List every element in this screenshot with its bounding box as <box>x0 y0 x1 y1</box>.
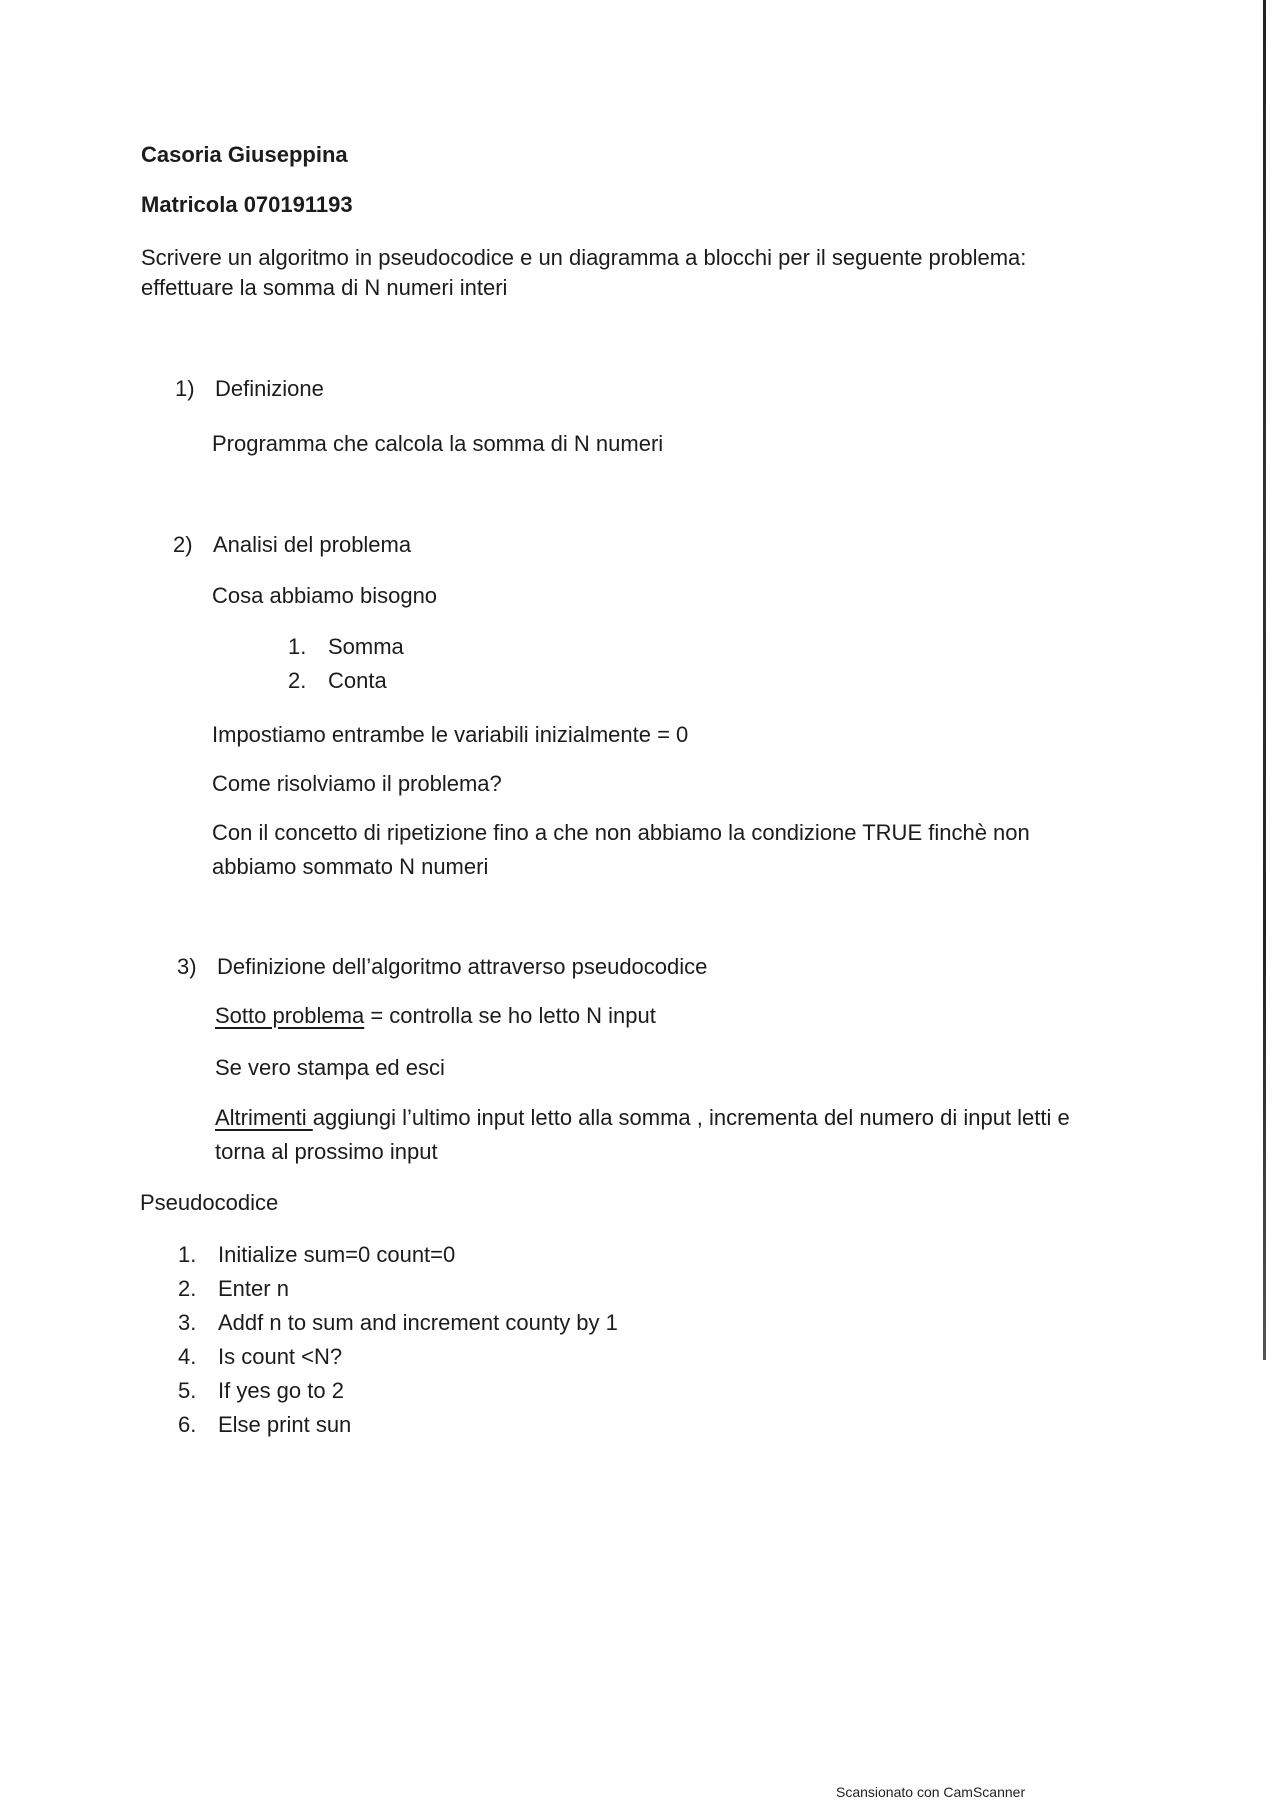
list-item-number: 2. <box>288 668 307 693</box>
step-text: Else print sun <box>218 1412 352 1437</box>
else-text: aggiungi l’ultimo input letto alla somma , incrementa del numero di input letti e <box>312 1105 1070 1130</box>
pseudocode-step <box>178 1308 618 1338</box>
section-2-heading <box>173 530 411 560</box>
section-1-text: Programma che calcola la somma di N numeri <box>212 431 664 456</box>
step-number: 2. <box>178 1276 197 1301</box>
task-line-1: Scrivere un algoritmo in pseudocodice e un diagramma a blocchi per il seguente problema: <box>141 245 1027 270</box>
section-2-answer-line-1: Con il concetto di ripetizione fino a che non abbiamo la condizione TRUE finchè non <box>212 820 1030 845</box>
section-3-title: Definizione dell’algoritmo attraverso pseudocodice <box>217 954 708 979</box>
student-id: Matricola 070191193 <box>141 192 353 217</box>
list-item <box>288 632 404 662</box>
task-line-2: effettuare la somma di N numeri interi <box>141 275 508 300</box>
section-2-init: Impostiamo entrambe le variabili inizialmente = 0 <box>212 722 689 747</box>
step-text: Enter n <box>218 1276 289 1301</box>
section-3-if-true: Se vero stampa ed esci <box>215 1055 445 1080</box>
pseudocode-step <box>178 1376 344 1406</box>
step-text: Initialize sum=0 count=0 <box>218 1242 456 1267</box>
pseudocode-step <box>178 1342 342 1372</box>
section-2-answer-line-2: abbiamo sommato N numeri <box>212 854 489 879</box>
step-number: 1. <box>178 1242 197 1267</box>
list-item-label: Conta <box>328 668 387 693</box>
student-name: Casoria Giuseppina <box>141 142 348 167</box>
section-3-subproblem <box>215 1001 656 1031</box>
pseudocode-title: Pseudocodice <box>140 1190 279 1215</box>
section-3-heading <box>177 952 707 982</box>
section-2-need: Cosa abbiamo bisogno <box>212 583 438 608</box>
section-2-number: 2) <box>173 532 193 557</box>
pseudocode-step <box>178 1274 289 1304</box>
subproblem-text: = controlla se ho letto N input <box>364 1003 656 1028</box>
section-3-else-line-2: torna al prossimo input <box>215 1139 438 1164</box>
section-1-title: Definizione <box>215 376 324 401</box>
step-number: 3. <box>178 1310 197 1335</box>
page-edge-shadow <box>1263 0 1266 1360</box>
list-item-label: Somma <box>328 634 404 659</box>
list-item <box>288 666 387 696</box>
pseudocode-step <box>178 1240 455 1270</box>
step-text: If yes go to 2 <box>218 1378 344 1403</box>
step-text: Addf n to sum and increment county by 1 <box>218 1310 618 1335</box>
scanner-watermark: Scansionato con CamScanner <box>836 1784 1026 1800</box>
section-3-number: 3) <box>177 954 197 979</box>
else-label: Altrimenti <box>215 1105 313 1130</box>
step-number: 5. <box>178 1378 197 1403</box>
section-3-else <box>215 1103 1070 1133</box>
section-2-title: Analisi del problema <box>213 532 412 557</box>
list-item-number: 1. <box>288 634 307 659</box>
subproblem-label: Sotto problema <box>215 1003 365 1028</box>
section-1-heading <box>175 374 324 404</box>
section-1-number: 1) <box>175 376 195 401</box>
pseudocode-step <box>178 1410 351 1440</box>
step-number: 4. <box>178 1344 197 1369</box>
step-number: 6. <box>178 1412 197 1437</box>
section-2-question: Come risolviamo il problema? <box>212 771 502 796</box>
step-text: Is count <N? <box>218 1344 343 1369</box>
